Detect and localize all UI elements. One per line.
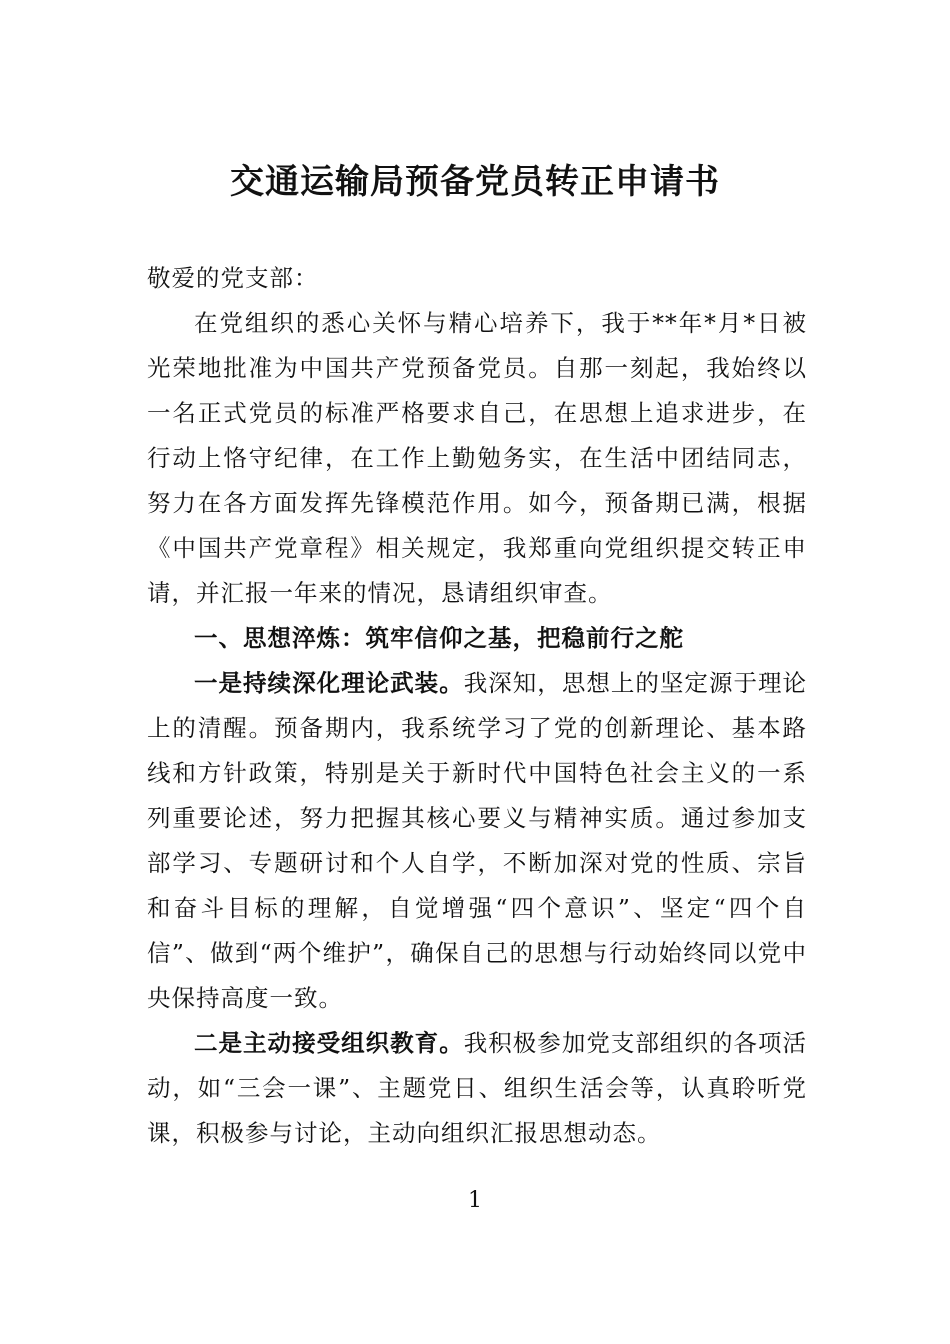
point-two-body: 我积极参加党支部组织的各项活动，如“三会一课”、主题党日、组织生活会等，认真聆听党课，积极参与讨论，主动向组织汇报思想动态。 (147, 1029, 808, 1147)
intro-paragraph: 在党组织的悉心关怀与精心培养下，我于**年*月*日被光荣地批准为中国共产党预备党员。自那一刻起，我始终以一名正式党员的标准严格要求自己，在思想上追求进步，在行动上恪守纪律，在工作上勤勉务实，在生活中团结同志，努力在各方面发挥先锋模范作用。如今，预备期已满，根据《中国共产党章程》相关规定，我郑重向党组织提交转正申请，并汇报一年来的情况，恳请组织审查。 (147, 309, 807, 607)
document-title: 交通运输局预备党员转正申请书 (230, 162, 720, 202)
page-number: 1 (468, 1188, 482, 1213)
point-two-lead: 二是主动接受组织教育。 (194, 1029, 464, 1057)
point-one-body: 我深知，思想上的坚定源于理论上的清醒。预备期内，我系统学习了党的创新理论、基本路线和方针政策，特别是关于新时代中国特色社会主义的一系列重要论述，努力把握其核心要义与精神实质。通过参加支部学习、专题研讨和个人自学，不断加深对党的性质、宗旨和奋斗目标的理解，自觉增强“四个意识”、坚定“四个自信”、做到“两个维护”，确保自己的思想与行动始终同以党中央保持高度一致。 (147, 669, 808, 1012)
point-two-paragraph (147, 1021, 807, 1156)
section-heading: 一、思想淬炼：筑牢信仰之基，把稳前行之舵 (194, 624, 684, 652)
point-one-paragraph (147, 661, 807, 1021)
point-one-lead: 一是持续深化理论武装。 (194, 669, 464, 697)
salutation: 敬爱的党支部： (147, 264, 319, 292)
document-body (147, 301, 807, 1156)
